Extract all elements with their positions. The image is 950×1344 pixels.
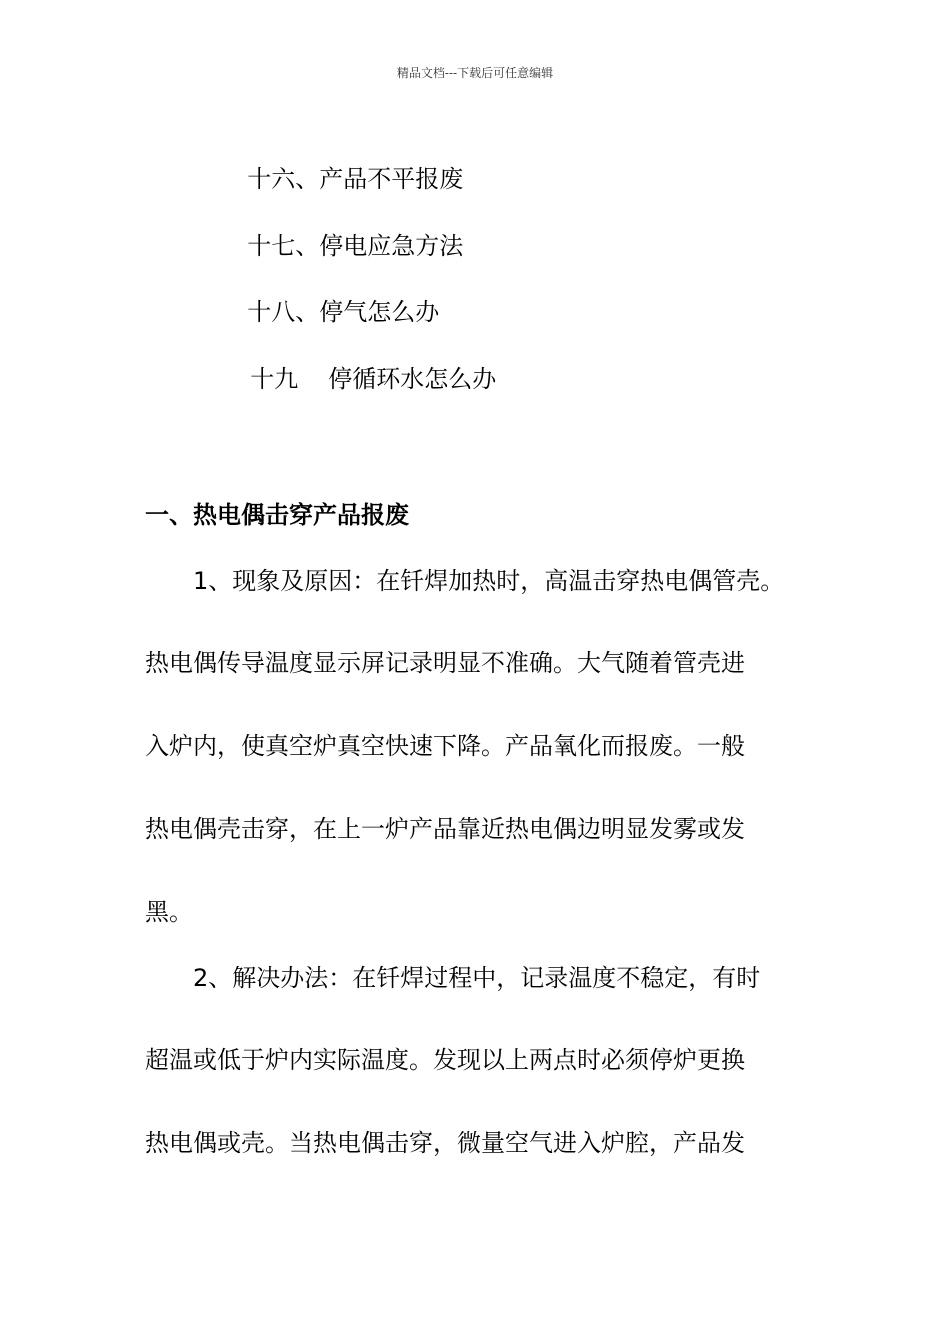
toc-number: 十七、 <box>247 232 320 260</box>
section-title: 一、热电偶击穿产品报废 <box>145 501 409 529</box>
toc-title: 停电应急方法 <box>319 232 464 260</box>
paragraph-line: 2、解决办法：在钎焊过程中，记录温度不稳定，有时 <box>193 964 761 992</box>
toc-number: 十八、 <box>247 298 320 326</box>
toc-title: 停气怎么办 <box>319 298 440 326</box>
toc-item <box>232 334 496 394</box>
toc-title: 产品不平报废 <box>319 165 464 193</box>
paragraph-line: 超温或低于炉内实际温度。发现以上两点时必须停炉更换 <box>145 1046 745 1074</box>
toc-item <box>232 201 463 261</box>
paragraph-line: 热电偶传导温度显示屏记录明显不准确。大气随着管壳进 <box>145 649 745 677</box>
toc-title: 停循环水怎么办 <box>328 365 497 393</box>
toc-number: 十九 <box>250 365 299 393</box>
paragraph-line: 热电偶或壳。当热电偶击穿，微量空气进入炉腔，产品发 <box>145 1129 745 1157</box>
paragraph-line: 1、现象及原因：在钎焊加热时，高温击穿热电偶管壳。 <box>193 567 785 595</box>
toc-item <box>232 134 463 194</box>
toc-number: 十六、 <box>247 165 320 193</box>
paragraph-line: 热电偶壳击穿，在上一炉产品靠近热电偶边明显发雾或发 <box>145 815 745 843</box>
paragraph-line: 入炉内，使真空炉真空快速下降。产品氧化而报废。一般 <box>145 732 745 760</box>
paragraph-line: 黑。 <box>145 898 193 926</box>
toc-item <box>232 267 439 327</box>
page-header: 精品文档---下载后可任意编辑 <box>396 66 554 80</box>
